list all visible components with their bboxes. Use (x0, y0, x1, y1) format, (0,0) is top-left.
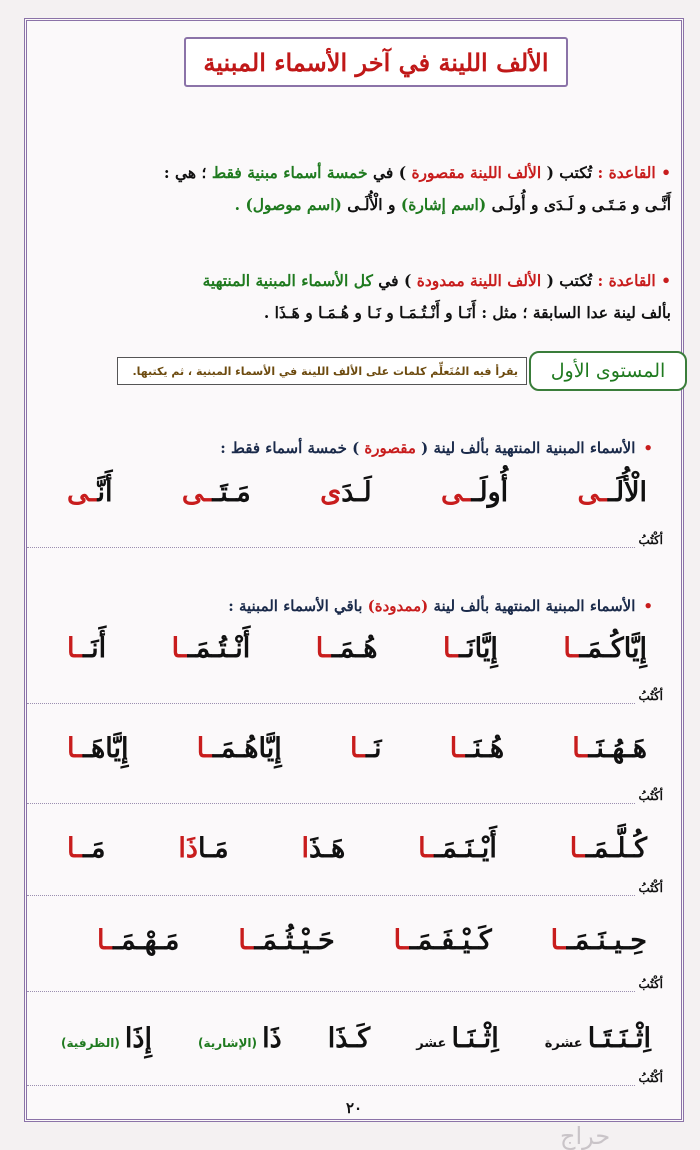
section2-heading (53, 597, 653, 615)
word-alif: ـا (572, 733, 589, 764)
word-alif: ـى (441, 477, 472, 508)
word-alif: ـى (181, 477, 213, 508)
write-line-5[interactable] (27, 977, 667, 997)
word-stem: حَـيْـثُـمَـ (254, 925, 335, 956)
word-stem: إِيَّاهَـ (83, 733, 129, 764)
level-description: يقرأ فيه المُتَعلِّم كلمات على الألف اللينة في الأسماء المبنية ، ثم يكتبها. (117, 357, 527, 385)
rule2-line1 (21, 265, 671, 297)
write-label: أكْتُبُ (638, 881, 663, 895)
write-label: أكْتُبُ (638, 977, 663, 991)
rule2-label: • القاعدة : (597, 271, 671, 290)
rule1-highlight-b: خمسة أسماء مبنية فقط (211, 163, 368, 182)
word-alif: ـا (550, 925, 567, 956)
section1-highlight: مقصورة (364, 439, 416, 457)
page-number: ٢٠ (345, 1099, 363, 1117)
word-stem: إِيَّاكُـمَـ (579, 633, 647, 664)
word-item (572, 733, 647, 764)
word-item (350, 733, 382, 764)
word-alif: ـا (315, 633, 332, 664)
word-item (61, 1023, 152, 1054)
word-item (301, 833, 345, 864)
section2-highlight: (ممدودة) (367, 597, 429, 615)
level-label: المستوى الأول (529, 351, 687, 391)
word-stem: هُـنَـ (465, 733, 505, 764)
rule2-highlight-a: الألف اللينة ممدودة (416, 271, 542, 290)
section1-text-a: الأسماء المبنية المنتهية بألف لينة ( (415, 439, 636, 457)
word-stem: أَيْـنَـمَـ (434, 833, 497, 864)
word-stem: أَنْـتُـمَـ (187, 633, 251, 664)
page-frame (24, 18, 684, 1122)
dotted-line (27, 803, 635, 804)
word-item (416, 1023, 499, 1054)
rule1-line2 (21, 189, 671, 221)
write-line-6[interactable] (27, 1071, 667, 1091)
word-text: ذَا (262, 1023, 282, 1054)
word-item (182, 477, 251, 508)
word-item (178, 833, 228, 864)
word-alif: ذَا (178, 833, 198, 864)
word-item (238, 925, 334, 956)
word-item (67, 477, 112, 508)
write-label: أكْتُبُ (638, 533, 663, 547)
word-stem: مَـ (83, 833, 106, 864)
word-item (198, 1023, 282, 1054)
word-stem: إِيَّانَـ (459, 633, 498, 664)
word-item (441, 477, 508, 508)
word-stem: كُـلَّـمَـ (585, 833, 647, 864)
dotted-line (27, 703, 635, 704)
word-note: (الظرفية) (61, 1036, 120, 1050)
word-item (545, 1023, 651, 1054)
word-stem: أَنَّ (97, 477, 113, 508)
rule2-examples: أَنَـا و أَنْـتُـمَـا و نَـا و هُـمَـا و هَـذَا . (263, 303, 476, 322)
word-stem: أَنَـ (83, 633, 107, 664)
rule1-text-c: ؛ هي : (163, 163, 212, 182)
word-stem: مَـهْـمَـ (113, 925, 180, 956)
word-note: عشرة (544, 1036, 583, 1051)
word-alif: ـا (67, 833, 84, 864)
word-alif: ـا (67, 733, 84, 764)
page-title: الألف اللينة في آخر الأسماء المبنية (203, 47, 549, 77)
word-item (450, 733, 504, 764)
rule1-highlight-a: الألف اللينة مقصورة (411, 163, 542, 182)
write-label: أكْتُبُ (638, 1071, 663, 1085)
word-stem: لَـدَ (341, 477, 372, 508)
word-text: كَـذَا (327, 1023, 371, 1054)
rule1-note-b: (اسم موصول) . (234, 195, 342, 214)
word-stem: هُـمَـ (331, 633, 378, 664)
word-item (316, 633, 378, 664)
word-item (551, 925, 647, 956)
dotted-line (27, 547, 635, 548)
dotted-line (27, 895, 635, 896)
word-stem: نَـ (366, 733, 382, 764)
word-text: إِذَا (124, 1023, 152, 1054)
rule1-words-b: و الْأُلَـى (341, 195, 401, 214)
rule2-text-a: تُكتب ( (541, 271, 598, 290)
word-alif: ـا (563, 633, 580, 664)
word-row-4 (67, 833, 647, 864)
word-row-6 (61, 1023, 651, 1054)
word-item (197, 733, 282, 764)
rule2-text-c: بألف لينة عدا السابقة ؛ مثل : (475, 303, 671, 322)
bullet-icon: • (643, 439, 653, 457)
word-text: اِثْـنَـتَـا (587, 1023, 651, 1054)
write-line-3[interactable] (27, 789, 667, 809)
word-alif: ـا (238, 925, 255, 956)
rule2-paragraph (21, 265, 671, 329)
watermark-logo: حراج (560, 1122, 611, 1150)
word-stem: كَـيْـفَـمَـ (409, 925, 492, 956)
word-item (563, 633, 647, 664)
word-item (418, 833, 497, 864)
word-row-5 (97, 925, 647, 956)
word-item (578, 477, 647, 508)
word-stem: أُولَـ (471, 477, 509, 508)
word-alif: ى (320, 477, 342, 508)
write-line-1[interactable] (27, 533, 667, 553)
word-alif: ـا (196, 733, 213, 764)
word-item (443, 633, 498, 664)
word-stem: حِـيـنَـمَـ (566, 925, 647, 956)
section2-text-a: الأسماء المبنية المنتهية بألف لينة (428, 597, 636, 615)
write-line-4[interactable] (27, 881, 667, 901)
word-item (67, 833, 106, 864)
write-line-2[interactable] (27, 689, 667, 709)
word-alif: ـا (171, 633, 188, 664)
word-stem: هَـذَ (308, 833, 346, 864)
write-label: أكْتُبُ (638, 789, 663, 803)
word-row-2 (67, 633, 647, 664)
word-stem: هَـهُـنَـ (588, 733, 647, 764)
word-alif: ـا (569, 833, 586, 864)
write-label: أكْتُبُ (638, 689, 663, 703)
word-row-1 (67, 477, 647, 508)
section1-text-b: ) خمسة أسماء فقط : (220, 439, 365, 457)
section2-text-b: باقي الأسماء المبنية : (228, 597, 368, 615)
word-alif: ـا (349, 733, 367, 764)
word-item (570, 833, 647, 864)
word-item (394, 925, 492, 956)
word-alif: ـى (67, 477, 98, 508)
word-alif: ـا (97, 925, 114, 956)
section1-heading (53, 439, 653, 457)
rule2-text-b: ) في (372, 271, 417, 290)
word-item (67, 633, 106, 664)
dotted-line (27, 1085, 635, 1086)
word-note: عشر (416, 1036, 447, 1051)
word-alif: ـا (449, 733, 466, 764)
word-alif: ـا (418, 833, 435, 864)
rule1-text-a: تُكتب ( (541, 163, 598, 182)
rule1-line1 (21, 157, 671, 189)
word-stem: الْأُلَـ (607, 477, 647, 508)
word-stem: مَـتَـ (212, 477, 251, 508)
word-alif: ـا (443, 633, 460, 664)
word-item (97, 925, 179, 956)
bullet-icon: • (643, 597, 653, 615)
word-alif: ا (301, 833, 309, 864)
word-alif: ـا (67, 633, 84, 664)
dotted-line (27, 991, 635, 992)
word-item (67, 733, 129, 764)
rule1-label: • القاعدة : (597, 163, 671, 182)
level-section (87, 351, 687, 393)
rule2-highlight-b: كل الأسماء المبنية المنتهية (202, 271, 373, 290)
rule1-text-b: ) في (367, 163, 412, 182)
word-stem: إِيَّاهُـمَـ (212, 733, 282, 764)
rule1-paragraph (21, 157, 671, 221)
word-row-3 (67, 733, 647, 764)
rule2-line2 (21, 297, 671, 329)
word-alif: ـا (393, 925, 410, 956)
rule1-note-a: (اسم إشارة) (400, 195, 487, 214)
word-alif: ـى (577, 477, 608, 508)
word-item (320, 477, 371, 508)
word-stem: مَـا (197, 833, 229, 864)
rule1-words-a: أَنَّـى و مَـتَـى و لَـدَى و أُولَـى (486, 195, 671, 214)
word-item (172, 633, 251, 664)
word-text: اِثْـنَـا (451, 1023, 499, 1054)
title-box (184, 37, 568, 87)
word-note: (الإشارية) (198, 1036, 258, 1050)
